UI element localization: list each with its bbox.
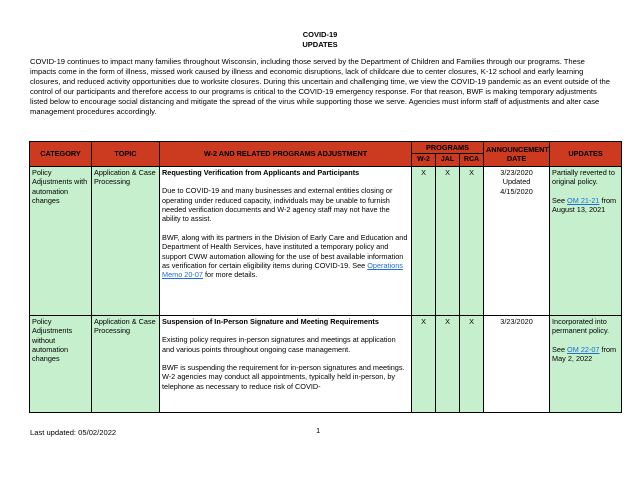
adjustment-cell: [160, 315, 412, 412]
rca-mark: X: [460, 166, 484, 315]
update-text: Incorporated into permanent policy.: [552, 316, 610, 336]
rca-mark: X: [460, 315, 484, 412]
update-see: See: [552, 344, 566, 354]
update-text: Partially reverted to original policy.: [552, 167, 615, 187]
announcement-date: 3/23/2020: [500, 167, 533, 177]
adjustment-clip: [162, 317, 409, 411]
adjustment-title: Suspension of In-Person Signature and Meeting Requirements: [162, 316, 379, 326]
category-cell: Policy Adjustments without automation changes: [30, 315, 92, 412]
topic-cell: Application & Case Processing: [92, 315, 160, 412]
updated-label: Updated: [502, 177, 531, 187]
category-cell: Policy Adjustments with automation changes: [30, 166, 92, 315]
update-see: See: [552, 195, 566, 205]
table-row: [30, 166, 622, 315]
header-topic: TOPIC: [92, 142, 160, 167]
jal-mark: X: [436, 315, 460, 412]
header-adjustment: W-2 AND RELATED PROGRAMS ADJUSTMENT: [160, 142, 412, 167]
adjustments-table: [29, 141, 622, 413]
update-tail: from August 13, 2021: [552, 195, 617, 215]
updates-cell: [550, 166, 622, 315]
operations-memo-link[interactable]: Operations Memo 20-07: [162, 261, 403, 280]
intro-paragraph: COVID-19 continues to impact many families throughout Wisconsin, including those served by the Department of Children and Families through our programs. These impacts come in the form of illness, missed work caused by illness and economic disruptions, lack of childcare due to center closures, K-12 school and early learning closures, and reduced activity opportunities due to worksite closures. During this uncertain and challenging time, we view the COVID-19 pandemic as an event outside of the control of our participants and therefore access to our programs is critical to the COVID-19 emergency response. For that reason, BWF is making temporary adjustments listed below to encourage social distancing and mitigate the spread of the virus while supporting those we serve. Agencies must inform staff of adjustments and alter case management procedures accordingly.: [30, 57, 610, 116]
om-link[interactable]: OM 22-07: [567, 344, 600, 354]
updates-cell: [550, 315, 622, 412]
last-updated: Last updated: 05/02/2022: [30, 428, 117, 437]
header-jal: JAL: [436, 154, 460, 166]
announcement-date-cell: [484, 166, 550, 315]
adjustment-paragraph: Existing policy requires in-person signatures and meetings at application and various points throughout ongoing case management.: [162, 335, 396, 354]
adjustment-paragraph: BWF is suspending the requirement for in-person signatures and meetings. W-2 agencies may conduct all appointments, typically held in-person, by telephone as necessary to reduce risk of COVID-: [162, 363, 405, 391]
header-category: CATEGORY: [30, 142, 92, 167]
announcement-date: 3/23/2020: [500, 316, 533, 326]
document-subtitle: UPDATES: [302, 40, 338, 49]
adjustment-paragraph: Due to COVID-19 and many businesses and external entities closing or operating under reduced capacity, individuals may be unable to furnish needed verification documents and W-2 agency staff may not have the ability to assist.: [162, 186, 393, 224]
document-title: COVID-19: [302, 30, 338, 39]
updated-date: 4/15/2020: [500, 186, 533, 196]
jal-mark: X: [436, 166, 460, 315]
adjustment-paragraph: BWF, along with its partners in the Division of Early Care and Education and Department of Health Services, have instituted a temporary policy and support CWW automation allowing for the use of best available information as verification for certain eligibility items during COVID-19. See: [162, 232, 408, 271]
adjustment-paragraph-tail: for more details.: [205, 270, 258, 280]
header-w2: W-2: [412, 154, 436, 166]
update-tail: from May 2, 2022: [552, 344, 617, 364]
adjustment-title: Requesting Verification from Applicants and Participants: [162, 167, 360, 177]
table-row: [30, 315, 622, 412]
announcement-date-cell: [484, 315, 550, 412]
w2-mark: X: [412, 315, 436, 412]
page-number: 1: [316, 426, 321, 435]
w2-mark: X: [412, 166, 436, 315]
header-rca: RCA: [460, 154, 484, 166]
om-link[interactable]: OM 21-21: [567, 195, 600, 205]
adjustment-cell: [160, 166, 412, 315]
header-announcement-date: ANNOUNCEMENT DATE: [484, 142, 550, 167]
header-programs: PROGRAMS: [412, 142, 484, 154]
document-title-block: [0, 30, 640, 50]
header-updates: UPDATES: [550, 142, 622, 167]
topic-cell: Application & Case Processing: [92, 166, 160, 315]
